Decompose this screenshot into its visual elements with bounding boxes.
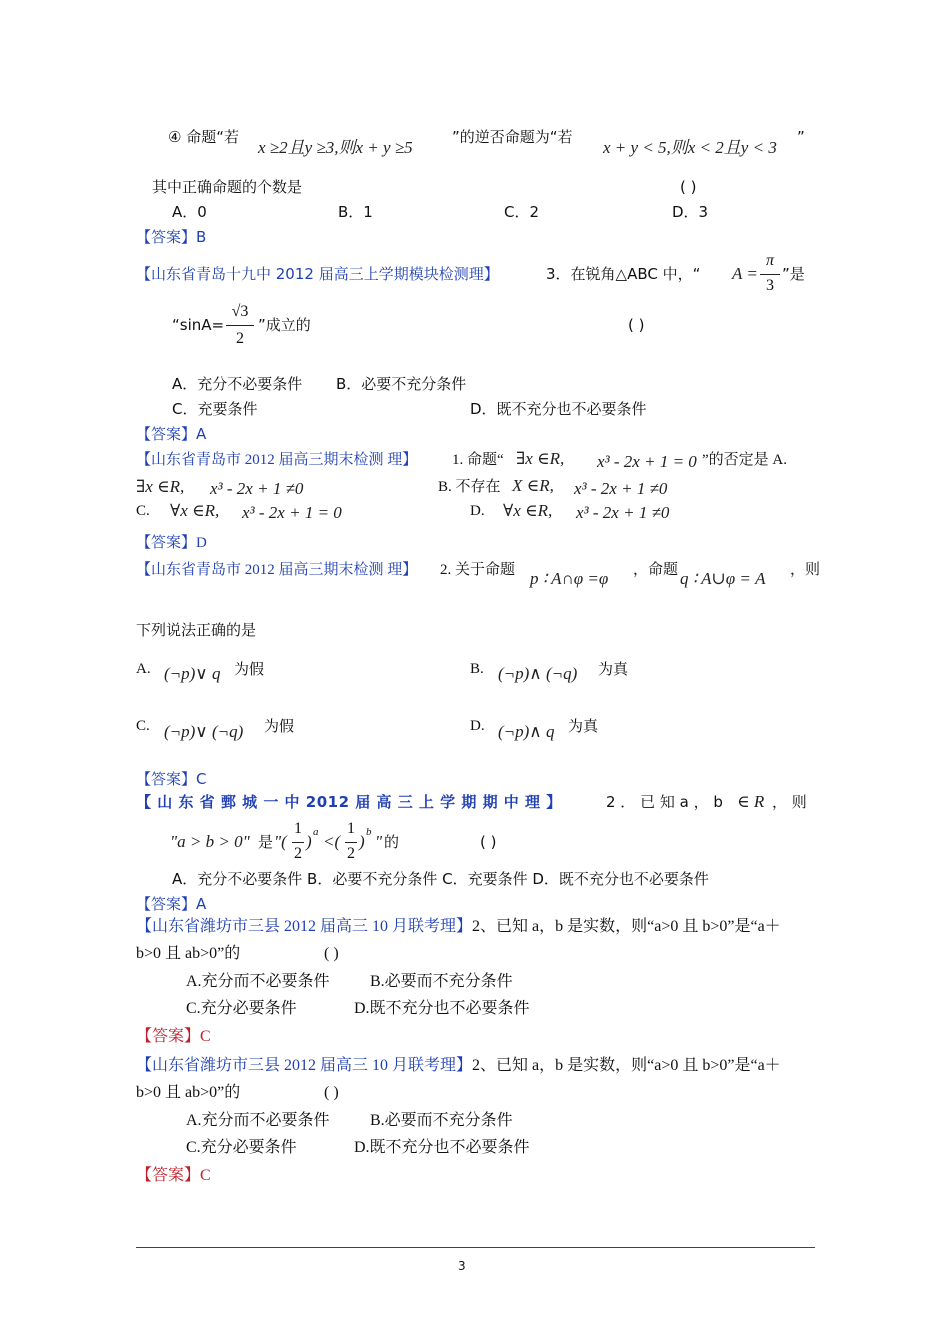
fraction-bar bbox=[345, 842, 357, 843]
question-block bbox=[136, 1056, 781, 1076]
answer-value: B bbox=[196, 228, 207, 246]
answer-paren: ( ) bbox=[324, 1084, 339, 1101]
answer-paren: ( ) bbox=[324, 945, 339, 962]
answer-line bbox=[136, 769, 207, 789]
fraction-bar bbox=[760, 274, 780, 275]
question-mid: ，命题 bbox=[633, 562, 679, 578]
proposition: ∃x ∈R, bbox=[516, 449, 565, 468]
item4-suffix: ” bbox=[797, 128, 805, 146]
answer-value: A bbox=[196, 425, 207, 443]
question-stem: 2 ． 已 知 a ， b bbox=[606, 793, 723, 811]
option-a: A．0 bbox=[172, 203, 207, 221]
sin-open: “sinA= bbox=[172, 316, 225, 334]
question-end: ，则 bbox=[790, 562, 821, 578]
question-stem: 1. 命题“ bbox=[452, 452, 504, 468]
source-tag: 【山东省青岛市 2012 届高三期末检测 理】 bbox=[136, 452, 418, 468]
option-d-result: 为真 bbox=[568, 717, 599, 735]
question-then: ， 则 bbox=[772, 793, 807, 811]
option-c-expression: x³ - 2x + 1 = 0 bbox=[242, 503, 342, 522]
option-c-label: C. bbox=[136, 718, 150, 734]
item4-condition: x ≥2且y ≥3,则x + y ≥5 bbox=[258, 138, 413, 157]
sqrt-numerator: √3 bbox=[231, 303, 249, 320]
option-b-expression: x³ - 2x + 1 ≠0 bbox=[574, 479, 668, 498]
option-c-proposition: ∀x ∈R, bbox=[170, 501, 220, 520]
options-line: A．充分不必要条件 B．必要不充分条件 C．充要条件 D．既不充分也不必要条件 bbox=[172, 870, 709, 888]
fraction-denominator: 2 bbox=[347, 845, 355, 862]
answer-line bbox=[136, 894, 206, 914]
sin-close: ”成立的 bbox=[258, 316, 311, 334]
fraction-denominator: 2 bbox=[294, 845, 302, 862]
answer-paren: ( ) bbox=[680, 178, 697, 196]
source-tag: 【山东省潍坊市三县 2012 届高三 10 月联考理】 bbox=[136, 918, 473, 935]
item4-middle: ”的逆否命题为“若 bbox=[452, 128, 573, 146]
option-c: C.充分必要条件 bbox=[186, 1000, 297, 1017]
close-paren: ) bbox=[359, 832, 365, 851]
option-b: B．必要不充分条件 bbox=[336, 375, 467, 393]
option-c-expression: (¬p)∨ (¬q) bbox=[164, 722, 244, 741]
answer-line bbox=[136, 1166, 211, 1186]
answer-value: A bbox=[196, 895, 207, 913]
option-b-result: 为真 bbox=[598, 660, 629, 678]
answer-paren: ( ) bbox=[480, 833, 497, 851]
question-stem-end: ”的否定是 A. bbox=[702, 452, 787, 468]
option-b: B.必要而不充分条件 bbox=[370, 973, 513, 990]
open-quote: "( bbox=[274, 832, 287, 851]
option-d-expression: (¬p)∧ q bbox=[498, 722, 555, 741]
expression: x³ - 2x + 1 = 0 bbox=[597, 452, 697, 471]
sqrt-denominator: 2 bbox=[236, 330, 244, 347]
answer-tag: 【答案】 bbox=[136, 425, 197, 443]
answer-tag: 【答案】 bbox=[136, 895, 197, 913]
option-c: C.充分必要条件 bbox=[186, 1139, 297, 1156]
option-a: A．充分不必要条件 bbox=[172, 375, 303, 393]
option-a-proposition: ∃x ∈R, bbox=[136, 477, 185, 496]
count-question-stem: 其中正确命题的个数是 bbox=[152, 178, 303, 196]
source-tag: 【山东省青岛市 2012 届高三期末检测 理】 bbox=[136, 562, 418, 578]
option-d: D．既不充分也不必要条件 bbox=[470, 400, 647, 418]
answer-tag: 【答案】 bbox=[136, 1167, 201, 1184]
footer-divider bbox=[136, 1247, 815, 1248]
option-b: B.必要而不充分条件 bbox=[370, 1112, 513, 1129]
option-d-label: D. bbox=[470, 718, 485, 734]
answer-value: C bbox=[196, 770, 207, 788]
option-b: B．1 bbox=[338, 203, 373, 221]
option-a-expression: x³ - 2x + 1 ≠0 bbox=[210, 479, 304, 498]
option-b-label: B. bbox=[470, 661, 484, 677]
source-tag: 【山东省青岛十九中 2012 届高三上学期模块检测理】 bbox=[136, 265, 499, 283]
option-b-label: B. 不存在 bbox=[438, 479, 501, 495]
answer-tag: 【答案】 bbox=[136, 1028, 201, 1045]
page-number: 3 bbox=[458, 1259, 466, 1273]
option-d: D．3 bbox=[672, 203, 709, 221]
real-set: ∈ R bbox=[737, 792, 765, 811]
option-c: C．充要条件 bbox=[172, 400, 258, 418]
option-c: C．2 bbox=[504, 203, 540, 221]
exponent-b: b bbox=[366, 826, 372, 838]
fraction-denominator: 3 bbox=[766, 277, 774, 294]
answer-value: C bbox=[200, 1167, 211, 1184]
answer-line bbox=[136, 227, 206, 247]
answer-line bbox=[136, 533, 207, 553]
answer-tag: 【答案】 bbox=[136, 228, 197, 246]
proposition-p: p ∶ A∩φ =φ bbox=[530, 569, 609, 588]
question-stem-end: ”是 bbox=[782, 265, 805, 283]
close-quote: " bbox=[375, 832, 383, 851]
shi-label: 是 bbox=[258, 833, 274, 851]
fraction-bar bbox=[292, 842, 304, 843]
answer-line bbox=[136, 1027, 211, 1047]
option-d-proposition: ∀x ∈R, bbox=[503, 501, 553, 520]
fraction-numerator: π bbox=[765, 252, 774, 269]
answer-value: D bbox=[196, 535, 207, 551]
item4-prefix: ④ 命题“若 bbox=[168, 128, 239, 146]
option-d: D.既不充分也不必要条件 bbox=[354, 1000, 530, 1017]
source-tag: 【山东省潍坊市三县 2012 届高三 10 月联考理】 bbox=[136, 1057, 473, 1074]
option-b-expression: (¬p)∧ (¬q) bbox=[498, 664, 578, 683]
answer-paren: ( ) bbox=[628, 316, 645, 334]
answer-value: C bbox=[200, 1028, 211, 1045]
exponent-a: a bbox=[313, 826, 319, 838]
fraction-numerator: 1 bbox=[347, 820, 355, 837]
item4-conclusion: x + y < 5,则x < 2且y < 3 bbox=[603, 138, 777, 157]
option-c-result: 为假 bbox=[264, 717, 295, 735]
option-a-label: A. bbox=[136, 661, 151, 677]
answer-tag: 【答案】 bbox=[136, 770, 197, 788]
fraction-numerator: 1 bbox=[294, 820, 302, 837]
fraction-bar bbox=[226, 325, 254, 326]
question-stem-2: 下列说法正确的是 bbox=[136, 621, 257, 639]
question-stem: 2、已知 a，b 是实数，则“a>0 且 b>0”是“a＋ bbox=[472, 1057, 781, 1074]
option-a: A.充分而不必要条件 bbox=[186, 1112, 330, 1129]
option-a: A.充分而不必要条件 bbox=[186, 973, 330, 990]
answer-line bbox=[136, 424, 206, 444]
source-tag: 【 山 东 省 鄄 城 一 中 2012 届 高 三 上 学 期 期 中 理 】 bbox=[136, 793, 562, 811]
question-stem: 3．在锐角△ABC 中，“ bbox=[546, 265, 701, 283]
close-paren: ) bbox=[306, 832, 312, 851]
option-c-label: C. bbox=[136, 503, 150, 519]
less-than: <( bbox=[323, 832, 341, 851]
option-a-result: 为假 bbox=[234, 660, 265, 678]
option-d-expression: x³ - 2x + 1 ≠0 bbox=[576, 503, 670, 522]
question-stem-2: b>0 且 ab>0”的 bbox=[136, 945, 241, 962]
question-stem: 2、已知 a，b 是实数，则“a>0 且 b>0”是“a＋ bbox=[472, 918, 781, 935]
option-d-label: D. bbox=[470, 503, 485, 519]
question-stem: 2. 关于命题 bbox=[440, 562, 516, 578]
option-b-proposition: X ∈R, bbox=[512, 476, 554, 495]
condition-a-gt-b: "a > b > 0" bbox=[170, 832, 250, 851]
question-block bbox=[136, 917, 781, 937]
proposition-q: q ∶ A∪φ = A bbox=[680, 569, 766, 588]
question-stem-2: b>0 且 ab>0”的 bbox=[136, 1084, 241, 1101]
answer-tag: 【答案】 bbox=[136, 535, 197, 551]
option-d: D.既不充分也不必要条件 bbox=[354, 1139, 530, 1156]
de-label: 的 bbox=[384, 833, 400, 851]
equation-lhs: A = bbox=[732, 264, 758, 283]
option-a-expression: (¬p)∨ q bbox=[164, 664, 221, 683]
